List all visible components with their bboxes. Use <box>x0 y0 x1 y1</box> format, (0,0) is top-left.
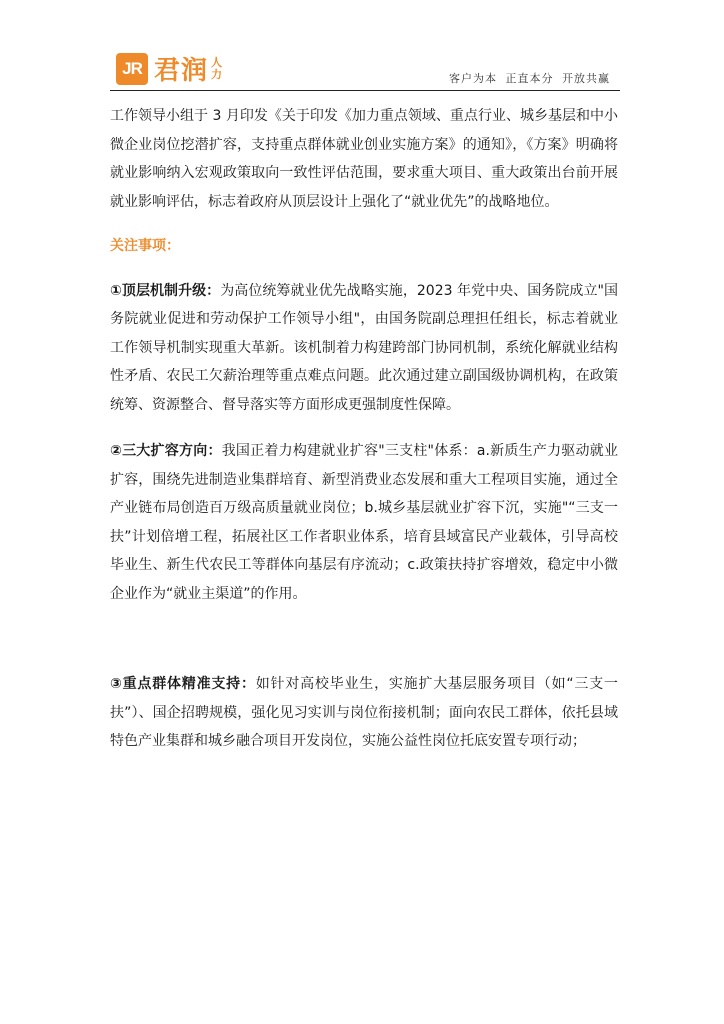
item-1-label: ①顶层机制升级： <box>110 282 221 299</box>
item-3-label: ③重点群体精准支持： <box>110 676 256 692</box>
header-divider <box>110 90 620 91</box>
company-slogan: 客户为本 正直本分 开放共赢 <box>449 72 610 85</box>
logo-subtitle: 人力 <box>211 55 223 81</box>
intro-paragraph: 工作领导小组于 3 月印发《关于印发《加力重点领域、重点行业、城乡基层和中小微企业岗位挖潜扩容，支持重点群体就业创业实施方案》的通知》，《方案》明确将就业影响纳入宏观政策取向一致性评估范围，要求重大项目、重大政策出台前开展就业影响评估，标志着政府从顶层设计上强化了“就业优先”的战略地位。 <box>110 108 618 210</box>
company-logo <box>116 50 225 87</box>
item-1-text: 为高位统筹就业优先战略实施，2023 年党中央、国务院成立"国务院就业促进和劳动保护工作领导小组"，由国务院副总理担任组长，标志着就业工作领导机制实现重大革新。该机制着力构建跨部门协同机制，系统化解就业结构性矛盾、农民工欠薪治理等重点难点问题。此次通过建立副国级协调机构，在政策统筹、资源整合、督导落实等方面形成更强制度性保障。 <box>110 282 618 413</box>
document-body <box>110 102 618 756</box>
item-2-label: ②三大扩容方向： <box>110 443 222 459</box>
page-header <box>110 46 620 92</box>
item-3-paragraph <box>110 670 618 756</box>
section-heading: 关注事项： <box>110 238 180 254</box>
item-1-paragraph <box>110 277 618 420</box>
item-2-paragraph <box>110 437 618 608</box>
logo-mark-icon: JR <box>116 53 148 85</box>
item-2-text: 我国正着力构建就业扩容"三支柱"体系：a.新质生产力驱动就业扩容，围绕先进制造业集群培育、新型消费业态发展和重大工程项目实施，通过全产业链布局创造百万级高质量就业岗位；b.城乡基层就业扩容下沉，实施"“三支一扶”计划倍增工程，拓展社区工作者职业体系，培育县域富民产业载体，引导高校毕业生、新生代农民工等群体向基层有序流动；c.政策扶持扩容增效，稳定中小微企业作为“就业主渠道”的作用。 <box>110 443 618 602</box>
item-3-text: 如针对高校毕业生，实施扩大基层服务项目（如“三支一扶”）、国企招聘规模，强化见习实训与岗位衔接机制；面向农民工群体，依托县域特色产业集群和城乡融合项目开发岗位，实施公益性岗位托底安置专项行动； <box>110 676 618 749</box>
logo-name: 君润 <box>154 56 209 86</box>
